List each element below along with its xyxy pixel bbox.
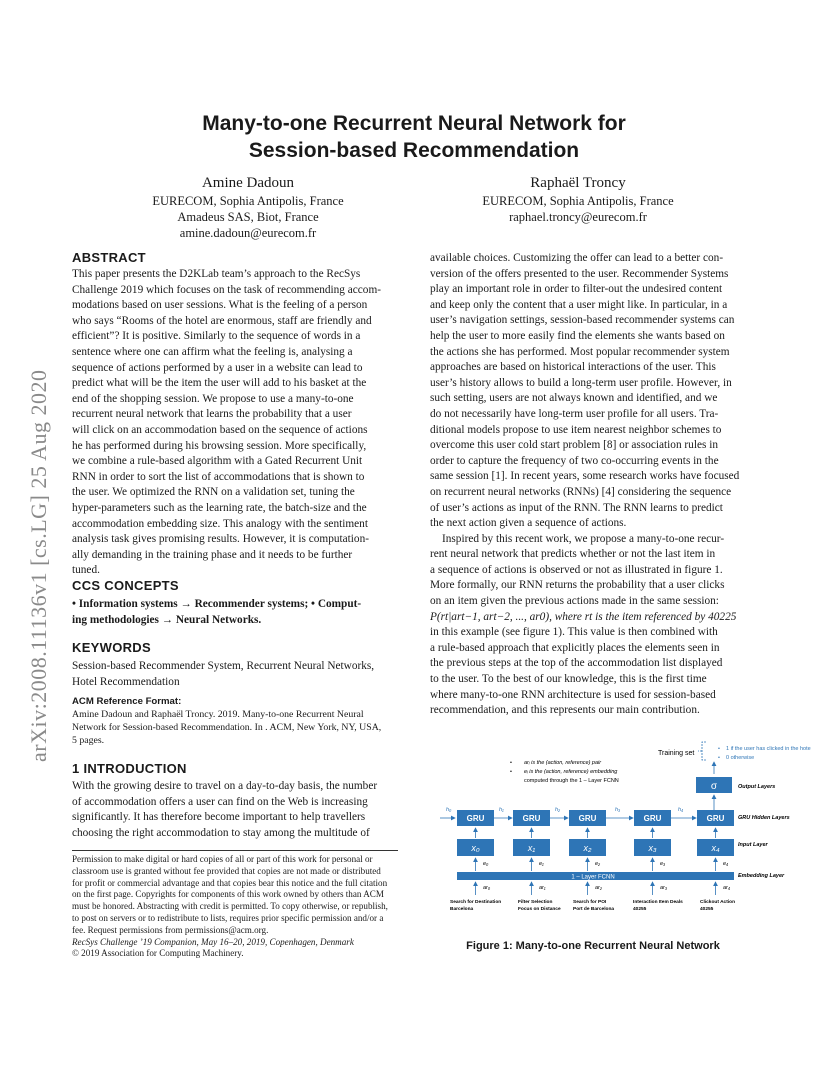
text-line: on the first page. Copyrights for components of this work owned by others than ACM <box>72 889 384 900</box>
embedding-label: e₄ <box>723 861 729 867</box>
acm-ref-body <box>72 708 398 748</box>
rnn-architecture-diagram <box>438 738 828 916</box>
author-block-1 <box>148 174 348 241</box>
text-line: predict what will be the item the user will add to his basket at the <box>72 377 367 390</box>
text-line: on an item given the previous actions made in the same session: <box>430 595 719 608</box>
legend-line-1: 1 if the user has clicked in the hote <box>726 746 811 752</box>
text-line: ditional models propose to use item nearest neighbor schemes to <box>430 423 722 436</box>
author-affiliation: EURECOM, Sophia Antipolis, France <box>152 194 344 208</box>
text-line: user’s history allows to build a long-term user profile. However, in <box>430 376 732 389</box>
text-line: the next action given a sequence of actions. <box>430 517 627 530</box>
gru-label: GRU <box>706 814 725 823</box>
text-line: end of the shopping session. We propose to use a many-to-one <box>72 392 354 405</box>
output-layers-label: Output Layers <box>738 784 776 790</box>
text-line: recommendation, and this represents our main contribution. <box>430 704 700 717</box>
text-line: such setting, users are not always known and identified, and we <box>430 392 718 405</box>
text-line: This paper presents the D2KLab team’s approach to the RecSys <box>72 268 361 280</box>
text-line: the actions she has performed. Most popular recommender system <box>430 345 730 358</box>
author-affiliation: Amadeus SAS, Biot, France <box>177 210 319 224</box>
input-label: x₄ <box>711 843 720 853</box>
author-email: amine.dadoun@eurecom.fr <box>179 226 317 240</box>
training-set-label: Training set <box>658 750 695 757</box>
action-description: Search for POI <box>573 900 607 905</box>
text-line: accommodation embedding size. This analogy with the sentiment <box>72 517 368 530</box>
ccs-body <box>72 597 398 628</box>
embedding-label: e₃ <box>660 861 666 867</box>
text-line: a rule-based approach that explicitly places the elements seen in <box>430 641 720 654</box>
action-description: Filter Selection <box>518 900 553 905</box>
gru-node <box>634 810 671 826</box>
gru-node <box>457 810 494 826</box>
text-line: version of the offers presented to the user. Recommender Systems <box>430 267 729 280</box>
text-line: ally demanding in the training phase and it needs to be further <box>72 548 353 561</box>
text-line: rent neural network that predicts whether or not the last item in <box>430 548 716 561</box>
action-description: Clickout Action <box>700 900 735 905</box>
text-line: Hotel Recommendation <box>72 675 180 688</box>
gru-node <box>697 810 734 826</box>
text-line: a sequence of actions is observed or not as illustrated in figure 1. <box>430 563 723 576</box>
title-line-2: Session-based Recommendation <box>248 139 580 162</box>
text-line: modations based on user sessions. What is the feeling of a person <box>72 299 368 312</box>
text-line: sequence of actions performed by a user in a website can lead to <box>72 361 363 374</box>
embedding-label: e₁ <box>539 861 544 867</box>
text-line: we combine a rule-based algorithm with a Gated Recurrent Unit <box>72 455 363 468</box>
text-line: recurrent neural network that learns the probability that a user <box>72 408 352 421</box>
text-line: the user. We optimized the RNN on a validation set, tuning the <box>72 486 355 499</box>
legend-bullet: • <box>718 755 720 761</box>
input-node <box>457 839 494 856</box>
text-line: classroom use is granted without fee provided that copies are not made or distributed <box>72 865 381 876</box>
gru-hidden-layers-label: GRU Hidden Layers <box>738 815 790 821</box>
hidden-state-label: h₂ <box>555 807 561 813</box>
text-line: 5 pages. <box>72 735 105 747</box>
gru-node <box>513 810 550 826</box>
text-line: RecSys Challenge ’19 Companion, May 16–20, 2019, Copenhagen, Denmark <box>72 936 354 947</box>
gru-label: GRU <box>578 814 597 823</box>
gru-label: GRU <box>522 814 541 823</box>
text-line: play an important role in order to filter-out the undesired content <box>430 283 723 296</box>
text-line: the previous steps at the top of the accommodation list displayed <box>430 657 723 670</box>
hidden-state-label: h₁ <box>499 807 504 813</box>
text-line: More formally, our RNN returns the probability that a user clicks <box>430 579 725 592</box>
footnote-divider <box>72 850 398 851</box>
text-line: Inspired by this recent work, we propose a many-to-one recur- <box>442 532 725 545</box>
note-line-2: eᵢ is the (action, reference) embedding <box>524 769 618 775</box>
acm-reference <box>72 695 398 748</box>
author-name: Amine Dadoun <box>201 175 295 191</box>
action-pair-label: ar₀ <box>483 885 491 891</box>
text-line: Permission to make digital or hard copies of all or part of this work for personal or <box>72 854 373 864</box>
embedding-layer-label: Embedding Layer <box>738 873 785 879</box>
intro-heading: 1 INTRODUCTION <box>72 761 187 776</box>
abstract-heading: ABSTRACT <box>72 250 146 265</box>
acm-ref-heading: ACM Reference Format: <box>72 696 182 707</box>
text-line: of user’s actions as input of the RNN. The RNN learns to predict <box>430 501 723 514</box>
action-description: 40255 <box>700 907 714 912</box>
ccs-section <box>72 578 398 628</box>
input-layer-label: Input Layer <box>738 842 768 848</box>
text-line: hyper-parameters such as the learning rate, the batch-size and the <box>72 501 367 514</box>
action-description: Barcelona <box>450 907 474 912</box>
abstract-section <box>72 250 398 579</box>
text-line: will click on an accommodation based on the sequence of actions <box>72 423 368 436</box>
text-line: in this example (see figure 1). This value is then combined with <box>430 626 718 639</box>
input-node <box>569 839 606 856</box>
input-node <box>513 839 550 856</box>
action-pair-label: ar₁ <box>539 885 546 891</box>
hidden-state-label: h₄ <box>678 807 684 813</box>
text-line: approaches are based on historical interactions of the user. This <box>430 361 716 374</box>
text-line: ing methodologies → Neural Networks. <box>72 613 262 626</box>
text-line: significantly. It has therefore become important to help travellers <box>72 811 366 824</box>
embedding-label: e₂ <box>595 861 601 867</box>
right-column-body <box>430 251 756 719</box>
gru-node <box>569 810 606 826</box>
abstract-body <box>72 267 398 579</box>
input-label: x₀ <box>471 843 480 853</box>
note-bullet: • <box>510 760 512 766</box>
note-line-1: arᵢ is the (action, reference) pair <box>524 760 602 766</box>
introduction-section <box>72 761 398 841</box>
text-line: With the growing desire to travel on a day-to-day basis, the number <box>72 780 378 792</box>
author-affiliation: EURECOM, Sophia Antipolis, France <box>482 194 674 208</box>
text-line: and keep only the content that a user might like. In particular, in a <box>430 298 728 311</box>
input-node <box>697 839 734 856</box>
author-email: raphael.troncy@eurecom.fr <box>509 210 647 224</box>
text-line: he has performed during his browsing session. More specifically, <box>72 439 367 452</box>
text-line: © 2019 Association for Computing Machinery. <box>72 948 244 959</box>
text-line: Network for Session-based Recommendation. In . ACM, New York, NY, USA, <box>72 722 382 734</box>
arxiv-stamp: arXiv:2008.11136v1 [cs.LG] 25 Aug 2020 <box>26 369 51 762</box>
fcnn-label: 1 – Layer FCNN <box>571 874 615 881</box>
hidden-state-label: h₃ <box>615 807 621 813</box>
text-line: tuned. <box>72 564 100 577</box>
text-line: sentence where one can affirm what the feeling is, analysing a <box>72 345 353 358</box>
text-line: RNN in order to sort the list of accommodations that is shown to <box>72 470 365 483</box>
author-block-2 <box>478 174 678 225</box>
action-pair-label: ar₂ <box>595 885 602 891</box>
embedding-label: e₀ <box>483 861 489 867</box>
legend-bullet: • <box>718 746 720 752</box>
text-line: available choices. Customizing the offer can lead to a better con- <box>430 252 724 264</box>
text-line: to the user. To the best of our knowledge, this is the first time <box>430 673 707 686</box>
action-description: 40255 <box>633 907 647 912</box>
action-description: Focus on Distance <box>518 907 561 912</box>
text-line: order to capture the frequency of two co-occurring events in the <box>430 454 719 467</box>
text-line: to post on servers or to redistribute to lists, requires prior specific permission and/or a <box>72 912 384 923</box>
text-line: of accommodation offers a user can find on the Web is increasing <box>72 795 368 808</box>
action-description: Port de Barcelona <box>573 907 615 912</box>
text-line: must be honored. Abstracting with credit is permitted. To copy otherwise, or republish, <box>72 901 388 912</box>
text-line: Session-based Recommender System, Recurrent Neural Networks, <box>72 660 375 672</box>
text-line: for profit or commercial advantage and that copies bear this notice and the full citation <box>72 877 388 888</box>
text-line: where many-to-one RNN architecture is used for session-based <box>430 688 716 701</box>
text-line: Amine Dadoun and Raphaël Troncy. 2019. Many-to-one Recurrent Neural <box>72 709 364 720</box>
author-name: Raphaël Troncy <box>530 175 626 191</box>
text-line: choosing the right accommodation to stay among the multitude of <box>72 826 370 839</box>
action-pair-label: ar₄ <box>723 885 731 891</box>
action-pair-label: ar₃ <box>660 885 668 891</box>
legend-line-2: 0 otherwise <box>726 755 755 761</box>
text-line: overcome this user cold start problem [8] or association rules in <box>430 439 718 452</box>
input-label: x₁ <box>527 843 536 853</box>
text-line: analysis task gives promising results. However, it is computation- <box>72 533 369 546</box>
title-line-1: Many-to-one Recurrent Neural Network for <box>202 112 626 135</box>
input-label: x₂ <box>583 843 592 853</box>
text-line: • Information systems → Recommender systems; • Comput- <box>72 598 362 610</box>
text-line: do not necessarily have long-term user profile for all users. Tra- <box>430 407 719 420</box>
note-bullet: • <box>510 769 512 775</box>
ccs-heading: CCS CONCEPTS <box>72 578 179 593</box>
input-label: x₃ <box>648 843 657 853</box>
gru-label: GRU <box>466 814 485 823</box>
action-description: Search for Destination <box>450 900 502 905</box>
note-line-3: computed through the 1 – Layer FCNN <box>524 778 619 784</box>
hidden-state-label: h₀ <box>446 807 452 813</box>
text-line: fee. Request permissions from permissions@acm.org. <box>72 924 269 935</box>
text-line: efficient”? It is positive. Similarly to the sequence of words in a <box>72 330 361 343</box>
text-line: P(rt|art−1, art−2, ..., ar0), where rt is the item referenced by 40225 <box>430 610 737 623</box>
action-description: Interaction Item Deals <box>633 900 683 905</box>
text-line: help the user to more easily find the elements she wants based on <box>430 329 725 342</box>
training-set-brace <box>698 742 706 760</box>
gru-label: GRU <box>643 814 662 823</box>
text-line: on recurrent neural networks (RNNs) [4] considering the sequence <box>430 485 732 498</box>
keywords-heading: KEYWORDS <box>72 640 151 655</box>
text-line: who says “Rooms of the hotel are enormous, staff are friendly and <box>72 314 372 327</box>
intro-body <box>72 779 398 841</box>
keywords-body <box>72 659 398 690</box>
text-line: user’s navigation settings, session-based recommender systems can <box>430 314 735 327</box>
text-line: Challenge 2019 which focuses on the task of recommending accom- <box>72 283 382 296</box>
figure-caption: Figure 1: Many-to-one Recurrent Neural Network <box>466 940 720 952</box>
paper-title <box>0 110 828 164</box>
input-node <box>634 839 671 856</box>
sigma-label: σ <box>710 781 718 792</box>
keywords-section <box>72 640 398 690</box>
text-line: same session [1]. In recent years, some research works have focused <box>430 470 740 483</box>
permission-footnote <box>72 854 398 960</box>
